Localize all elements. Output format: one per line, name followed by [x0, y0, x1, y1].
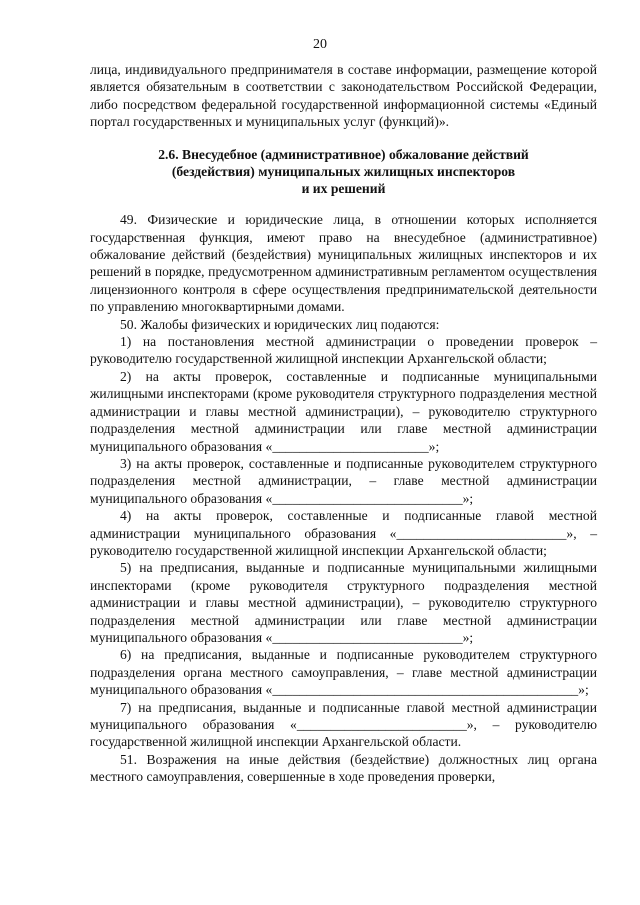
- list-item-1: 1) на постановления местной администрации о проведении проверок – руководителю государственной жилищной инспекции Архангельской области;: [90, 334, 597, 367]
- paragraph-49: 49. Физические и юридические лица, в отношении которых исполняется государственная функция, имеют право на внесудебное (административное) обжалование действий (бездействия) муниципальных жилищных инспекторов и их решений в порядке, предусмотренном административным регламентом осуществления лицензионного контроля в сфере осуществления предпринимательской деятельности по управлению многоквартирными домами.: [90, 212, 597, 315]
- list-item-4: 4) на акты проверок, составленные и подписанные главой местной администрации муниципального образования «_________________________», – руководителю государственной жилищной инспекции Архангельской области;: [90, 508, 597, 558]
- list-item-6: 6) на предписания, выданные и подписанные руководителем структурного подразделения органа местного самоуправления, – главе местной администрации муниципального образования «_____________________________________________»;: [90, 647, 597, 698]
- section-heading-line: (бездействия) муниципальных жилищных инспекторов: [171, 163, 516, 179]
- list-item-3: 3) на акты проверок, составленные и подписанные руководителем структурного подразделения местной администрации, – главе местной администрации муниципального образования «____________________________»;: [90, 455, 597, 506]
- list-item-2: 2) на акты проверок, составленные и подписанные муниципальными жилищными инспекторами (кроме руководителя структурного подразделения местной администрации и главы местной администрации), – руководителю структурного подразделения местной администрации или главе местной администрации муниципального образования «_______________________»;: [90, 368, 597, 454]
- section-heading-line: 2.6. Внесудебное (административное) обжалование действий: [158, 146, 529, 162]
- section-heading: [90, 146, 597, 198]
- section-heading-line: и их решений: [301, 181, 386, 197]
- page-body: [90, 61, 597, 786]
- paragraph-51: 51. Возражения на иные действия (бездействие) должностных лиц органа местного самоуправления, совершенные в ходе проведения проверки,: [90, 751, 597, 785]
- list-item-5: 5) на предписания, выданные и подписанные муниципальными жилищными инспекторами (кроме руководителя структурного подразделения местной администрации и главы местной администрации), – руководителю структурного подразделения местной администрации или главе местной администрации муниципального образования «____________________________»;: [90, 560, 597, 645]
- paragraph-continuation: лица, индивидуального предпринимателя в составе информации, размещение которой является обязательным в соответствии с законодательством Российской Федерации, либо посредством федеральной государственной информационной системы «Единый портал государственных и муниципальных услуг (функций)».: [90, 62, 597, 130]
- page-number: 20: [313, 37, 327, 52]
- paragraph-50: 50. Жалобы физических и юридических лиц подаются:: [120, 316, 440, 332]
- list-item-7: 7) на предписания, выданные и подписанные главой местной администрации муниципального образования «_________________________», – руководителю государственной жилищной инспекции Архангельской области.: [90, 699, 597, 750]
